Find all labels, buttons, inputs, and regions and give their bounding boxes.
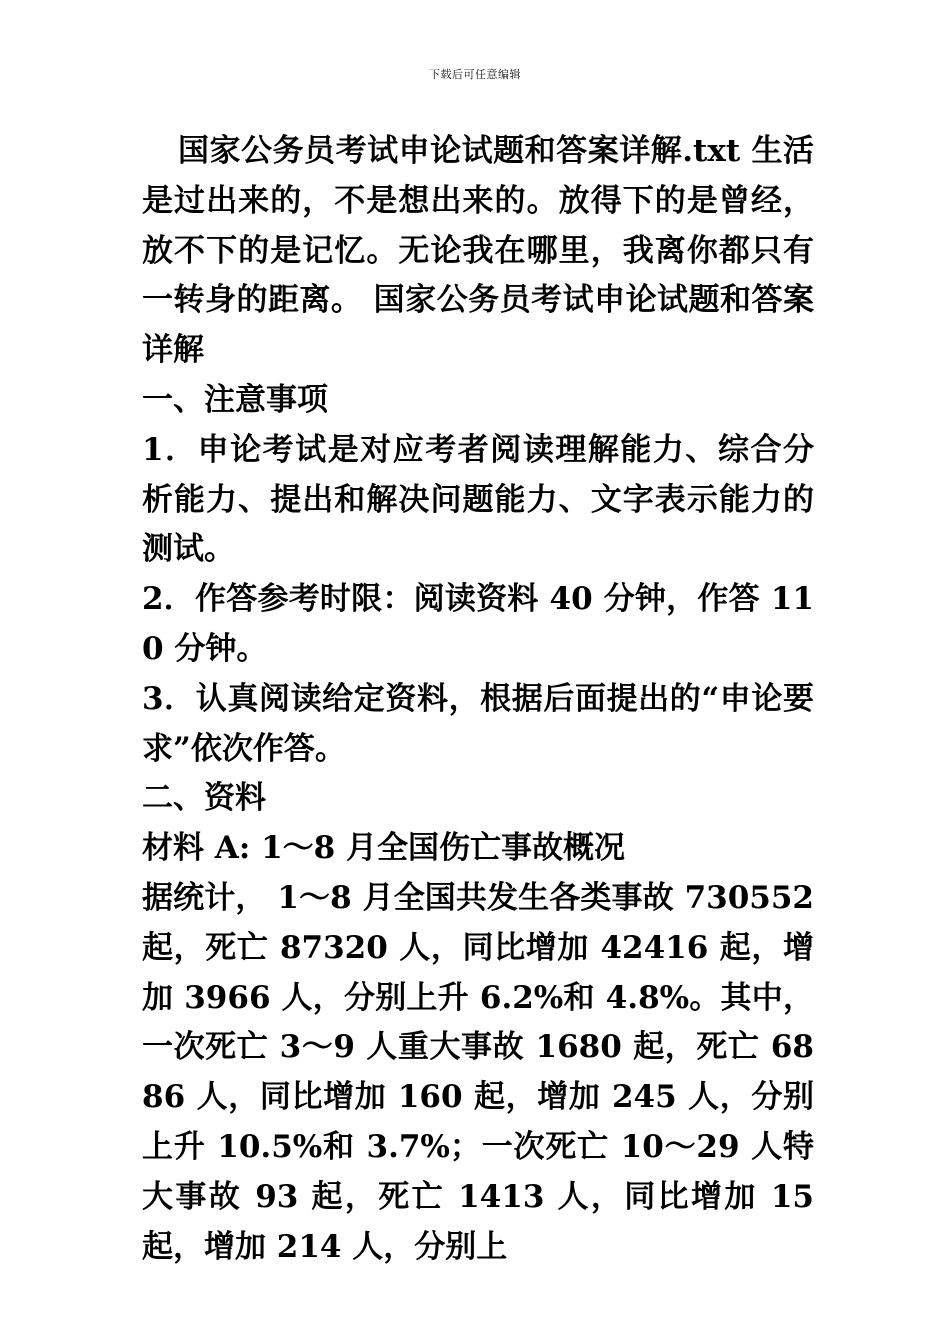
material-a-body: 据统计， 1～8 月全国共发生各类事故 730552 起，死亡 87320 人，同比增加 42416 起，增加 3966 人，分别上升 6.2%和 4.8%。其中，一次死亡 3～9 人重大事故 1680 起，死亡 6886 人，同比增加 160 起，增加 245 人，分别上升 10.5%和 3.7%；一次死亡 10～29 人特大事故 93 起，死亡 1413 人，同比增加 15 起，增加 214 人，分别上 <box>142 879 814 1265</box>
note-item-1: 1．申论考试是对应考者阅读理解能力、综合分析能力、提出和解决问题能力、文字表示能力的测试。 <box>142 431 814 568</box>
header-note: 下载后可任意编辑 <box>429 68 521 81</box>
document-body <box>142 127 814 1272</box>
section-heading-notes: 一、注意事项 <box>142 381 328 418</box>
section-heading-materials: 二、资料 <box>142 780 266 817</box>
note-item-3: 3．认真阅读给定资料，根据后面提出的“申论要求”依次作答。 <box>142 680 814 767</box>
material-a-title: 材料 A: 1～8 月全国伤亡事故概况 <box>142 830 626 867</box>
note-item-2: 2．作答参考时限：阅读资料 40 分钟，作答 110 分钟。 <box>142 581 814 667</box>
title-paragraph: 国家公务员考试申论试题和答案详解.txt 生活是过出来的，不是想出来的。放得下的是曾经，放不下的是记忆。无论我在哪里，我离你都只有一转身的距离。 国家公务员考试申论试题和答案详解 <box>142 133 814 369</box>
